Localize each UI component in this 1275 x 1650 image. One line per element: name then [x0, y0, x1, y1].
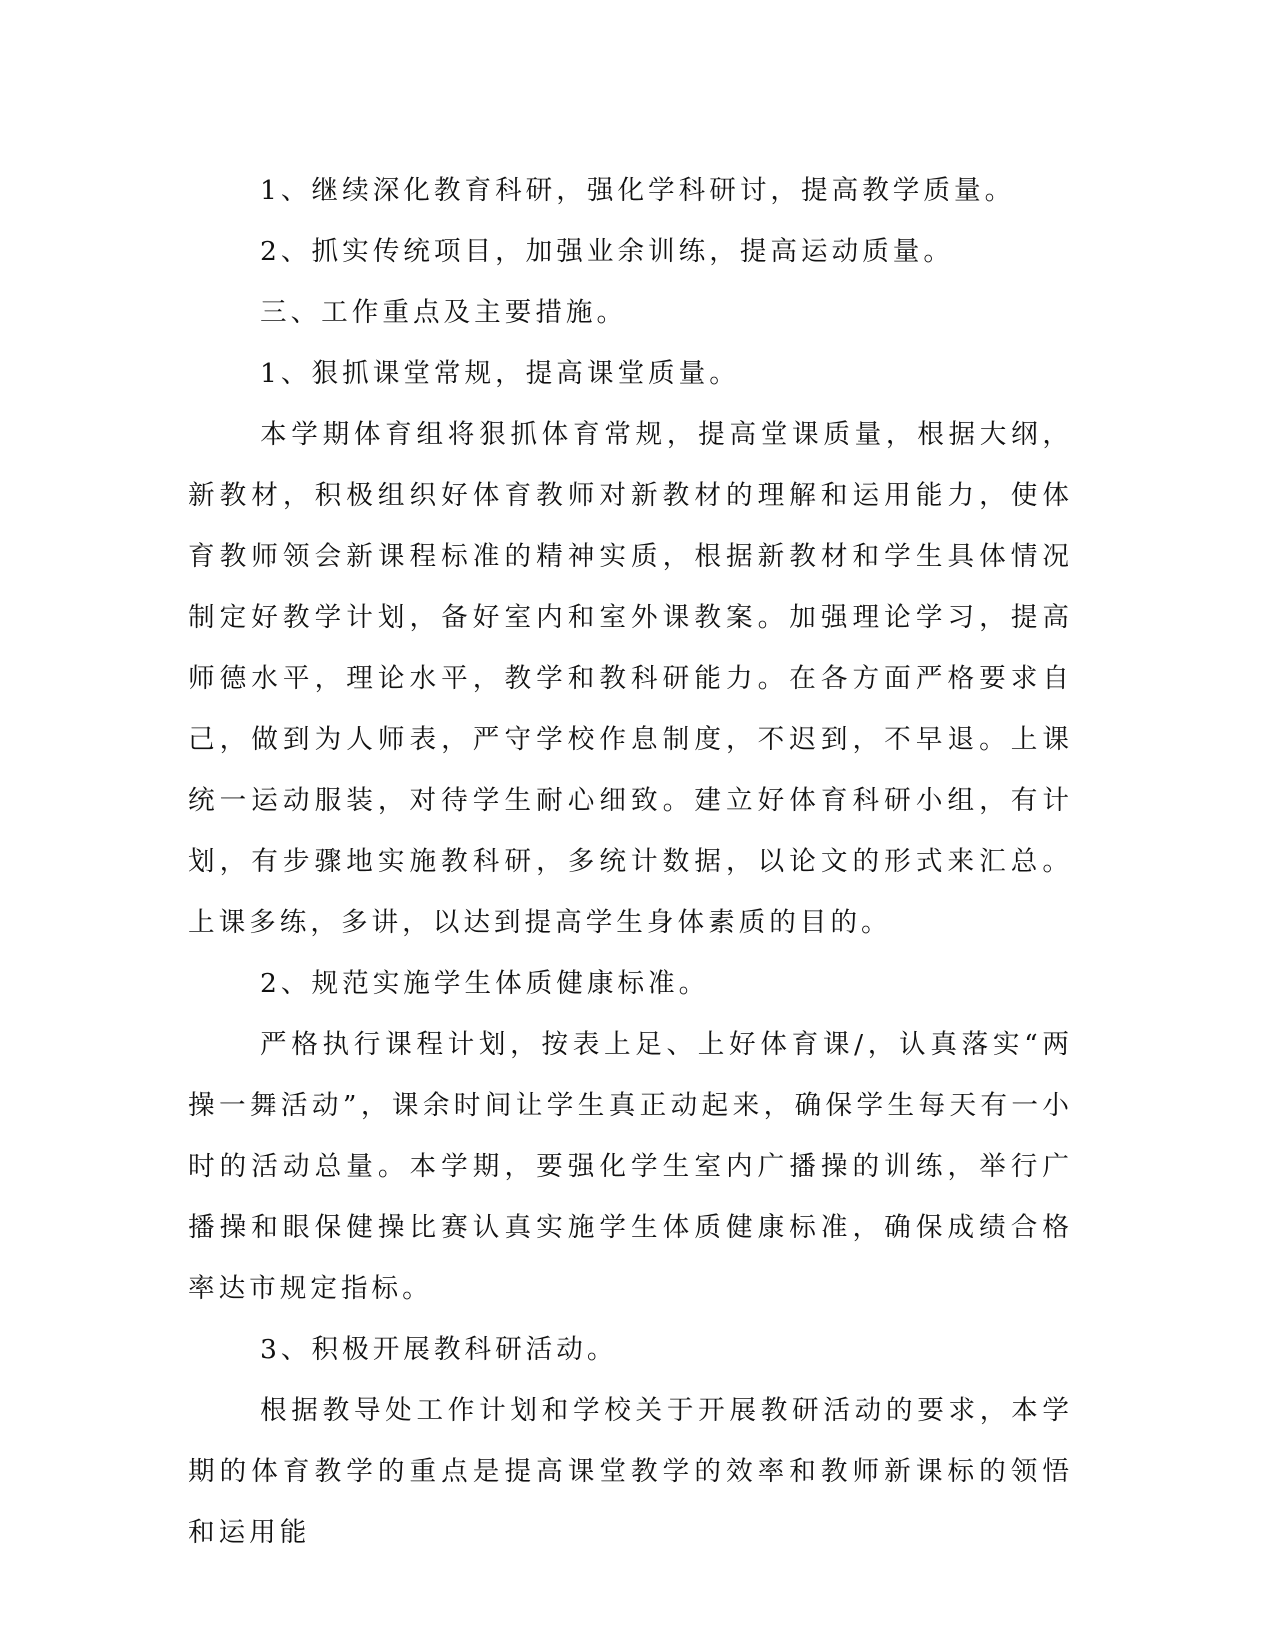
subheading-1: 1、狠抓课堂常规，提高课堂质量。: [260, 358, 740, 389]
subheading-2: 2、规范实施学生体质健康标准。: [260, 968, 710, 999]
document-body: [188, 160, 1073, 1563]
paragraph-goal-2: 2、抓实传统项目，加强业余训练，提高运动质量。: [260, 236, 954, 267]
paragraph-body-2: 严格执行课程计划，按表上足、上好体育课/，认真落实“两操一舞活动”，课余时间让学生真正动起来，确保学生每天有一小时的活动总量。本学期，要强化学生室内广播操的训练，举行广播操和眼保健操比赛认真实施学生体质健康标准，确保成绩合格率达市规定指标。: [188, 1029, 1073, 1304]
section-heading: 三、工作重点及主要措施。: [260, 297, 628, 328]
subheading-3: 3、积极开展教科研活动。: [260, 1334, 618, 1365]
paragraph-body-1: 本学期体育组将狠抓体育常规，提高堂课质量，根据大纲，新教材，积极组织好体育教师对新教材的理解和运用能力，使体育教师领会新课程标准的精神实质，根据新教材和学生具体情况制定好教学计划，备好室内和室外课教案。加强理论学习，提高师德水平，理论水平，教学和教科研能力。在各方面严格要求自己，做到为人师表，严守学校作息制度，不迟到，不早退。上课统一运动服装，对待学生耐心细致。建立好体育科研小组，有计划，有步骤地实施教科研，多统计数据，以论文的形式来汇总。上课多练，多讲，以达到提高学生身体素质的目的。: [188, 419, 1073, 938]
paragraph-body-3: 根据教导处工作计划和学校关于开展教研活动的要求，本学期的体育教学的重点是提高课堂教学的效率和教师新课标的领悟和运用能: [188, 1395, 1073, 1548]
paragraph-goal-1: 1、继续深化教育科研，强化学科研讨，提高教学质量。: [260, 175, 1016, 206]
